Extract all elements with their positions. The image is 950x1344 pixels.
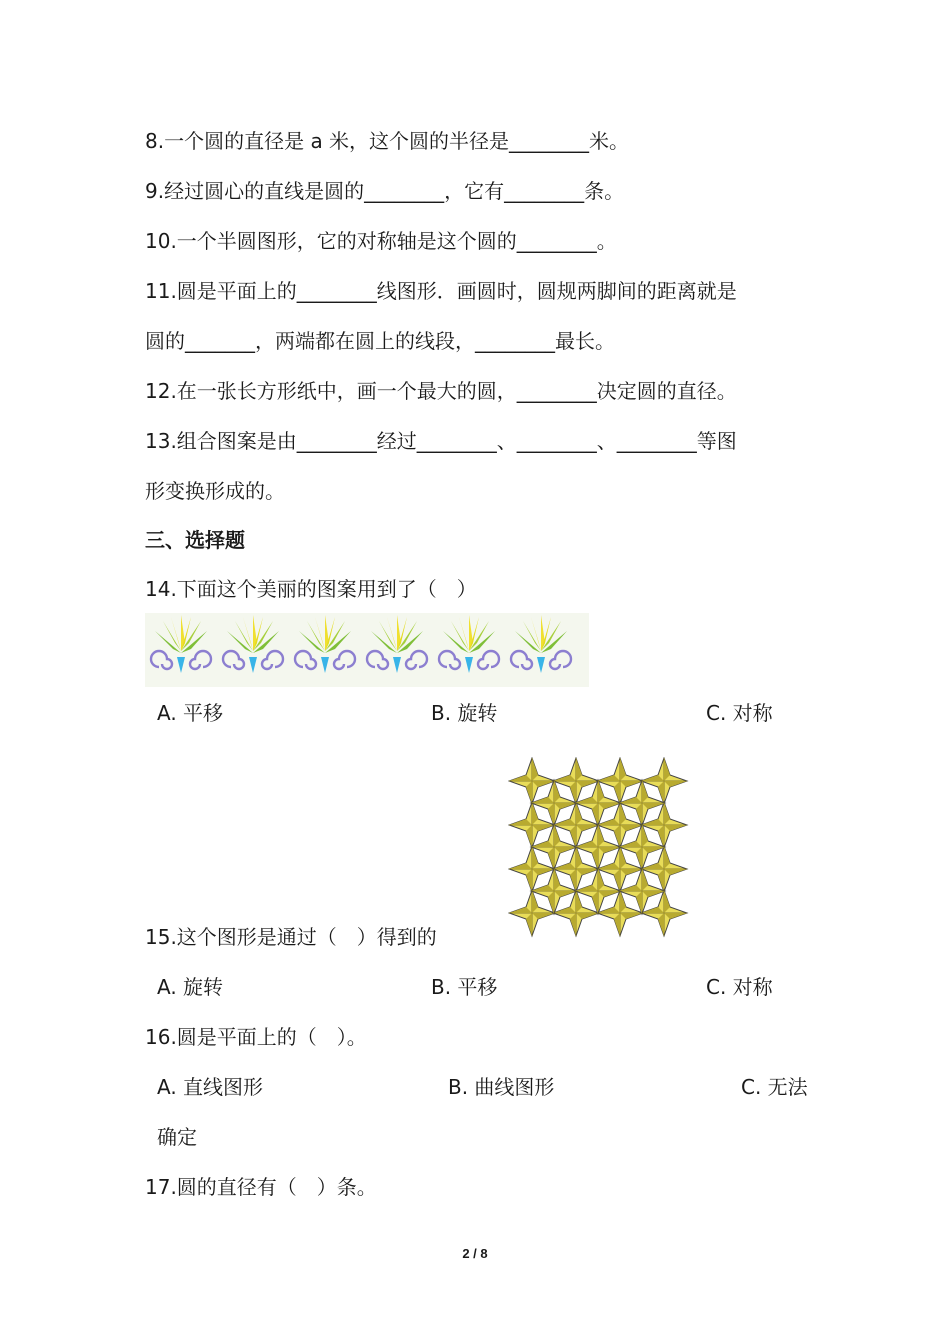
question-13: 13.组合图案是由________经过________、________、________等图 (145, 429, 737, 453)
question-15: 15.这个图形是通过（ ）得到的 (145, 925, 437, 949)
option-q14-a[interactable]: A. 平移 (157, 701, 224, 725)
section-heading-choice: 三、选择题 (145, 528, 245, 552)
question-17: 17.圆的直径有（ ）条。 (145, 1175, 377, 1199)
question-16: 16.圆是平面上的（ ）。 (145, 1025, 367, 1049)
option-q15-a[interactable]: A. 旋转 (157, 975, 224, 999)
question-10: 10.一个半圆图形，它的对称轴是这个圆的________。 (145, 229, 617, 253)
option-q14-c[interactable]: C. 对称 (706, 701, 773, 725)
option-q16-c-cont: 确定 (157, 1125, 197, 1149)
question-11-cont: 圆的_______，两端都在圆上的线段，________最长。 (145, 329, 615, 353)
option-q16-c[interactable]: C. 无法 (741, 1075, 808, 1099)
option-q16-a[interactable]: A. 直线图形 (157, 1075, 264, 1099)
border-pattern-figure (145, 613, 589, 687)
question-8: 8.一个圆的直径是 a 米，这个圆的半径是________米。 (145, 129, 630, 153)
question-11: 11.圆是平面上的________线图形．画圆时，圆规两脚间的距离就是 (145, 279, 737, 303)
option-q16-b[interactable]: B. 曲线图形 (448, 1075, 555, 1099)
question-12: 12.在一张长方形纸中，画一个最大的圆，________决定圆的直径。 (145, 379, 737, 403)
option-q14-b[interactable]: B. 旋转 (431, 701, 498, 725)
page-number: 2 / 8 (462, 1246, 488, 1261)
question-13-cont: 形变换形成的。 (145, 479, 285, 503)
star-lattice-figure (508, 757, 690, 941)
question-9: 9.经过圆心的直线是圆的________，它有________条。 (145, 179, 625, 203)
option-q15-b[interactable]: B. 平移 (431, 975, 498, 999)
star-icon (509, 758, 687, 936)
option-q15-c[interactable]: C. 对称 (706, 975, 773, 999)
question-14: 14.下面这个美丽的图案用到了（ ） (145, 577, 477, 601)
